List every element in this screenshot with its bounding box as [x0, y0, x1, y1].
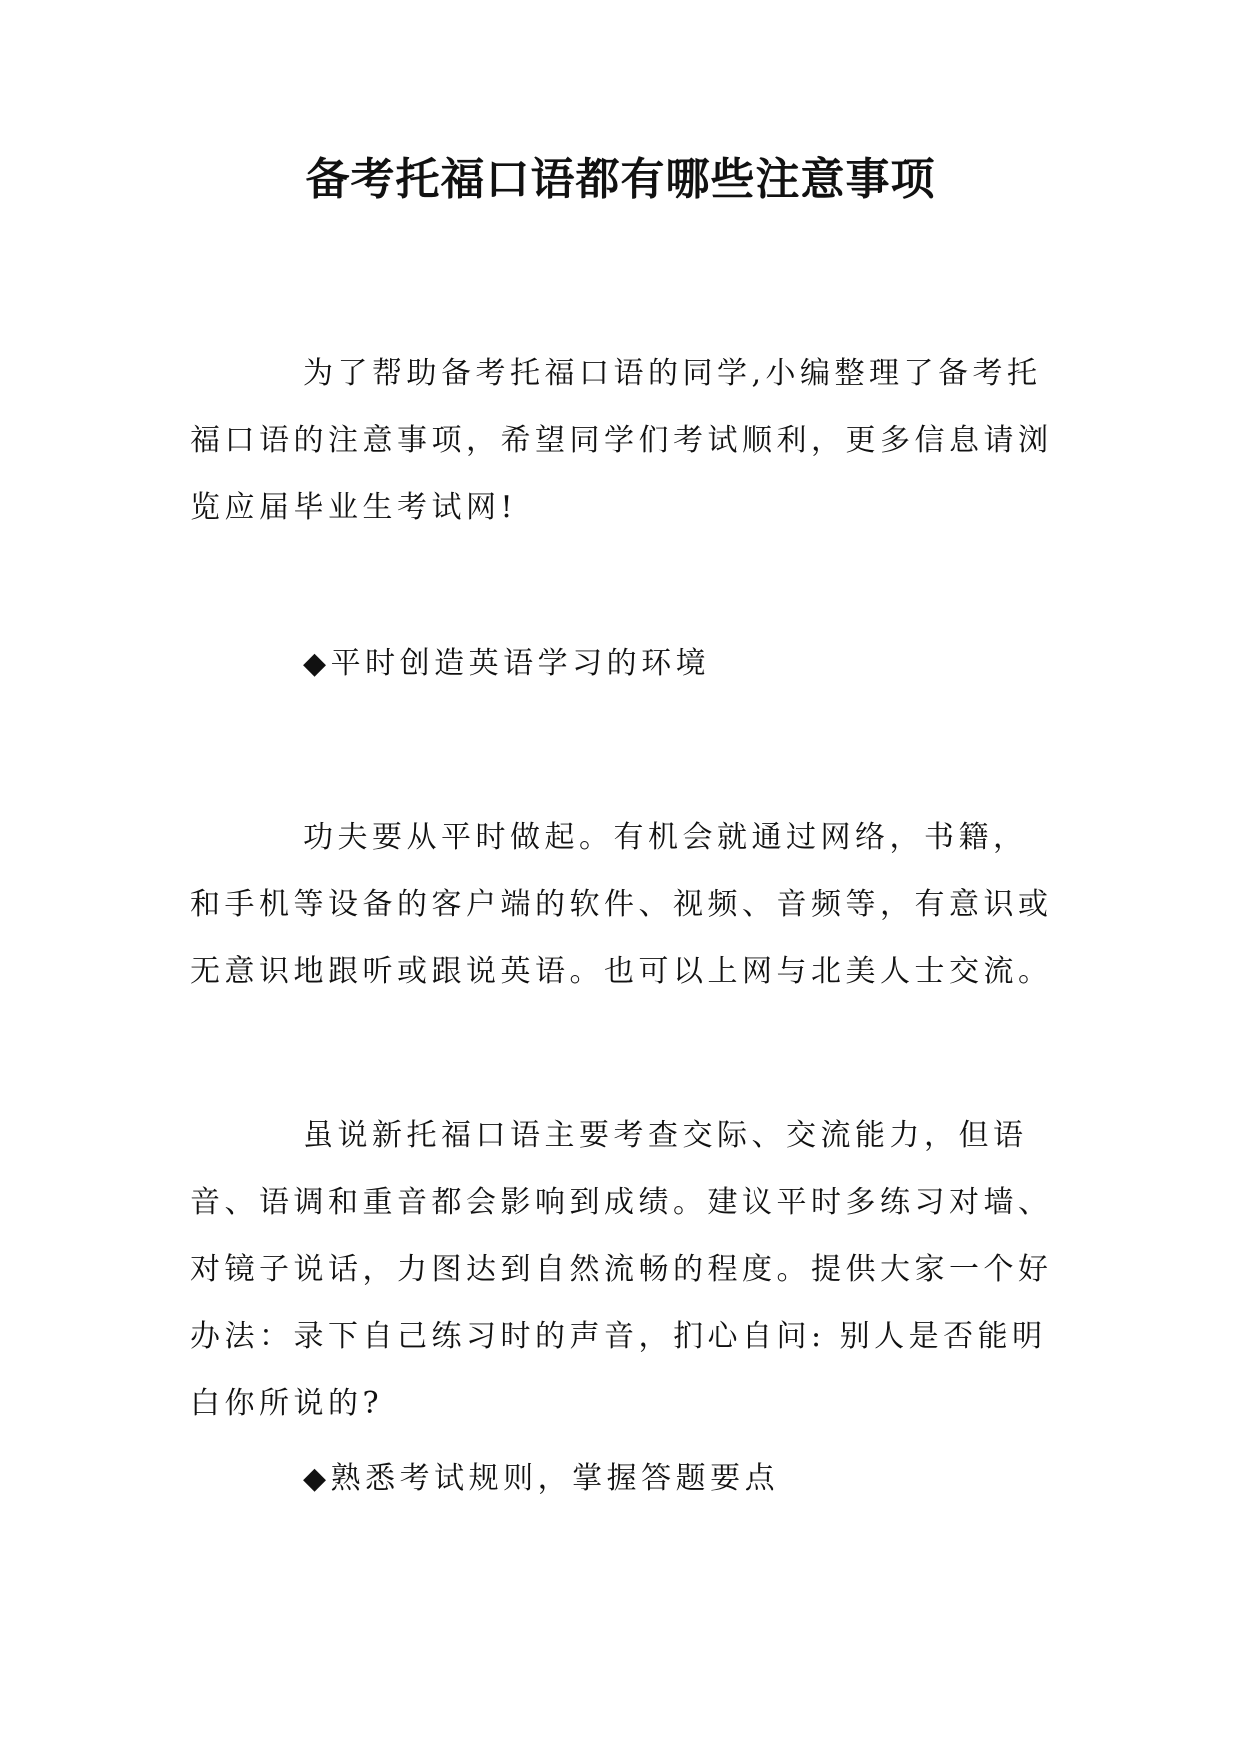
document-title: 备考托福口语都有哪些注意事项	[305, 154, 936, 205]
section-heading-rules: ◆熟悉考试规则，掌握答题要点	[303, 1461, 780, 1496]
body-paragraph-pronunciation: 虽说新托福口语主要考查交际、交流能力，但语音、语调和重音都会影响到成绩。建议平时多练习对墙、对镜子说话，力图达到自然流畅的程度。提供大家一个好办法：录下自己练习时的声音，扪心自问: 别人是否能明白你所说的?	[190, 1118, 1053, 1421]
body-paragraph-practice: 功夫要从平时做起。有机会就通过网络，书籍，和手机等设备的客户端的软件、视频、音频等，有意识或无意识地跟听或跟说英语。也可以上网与北美人士交流。	[190, 820, 1053, 989]
section-heading-environment: ◆平时创造英语学习的环境	[303, 646, 711, 681]
intro-paragraph: 为了帮助备考托福口语的同学,小编整理了备考托福口语的注意事项，希望同学们考试顺利，更多信息请浏览应届毕业生考试网!	[190, 356, 1053, 525]
